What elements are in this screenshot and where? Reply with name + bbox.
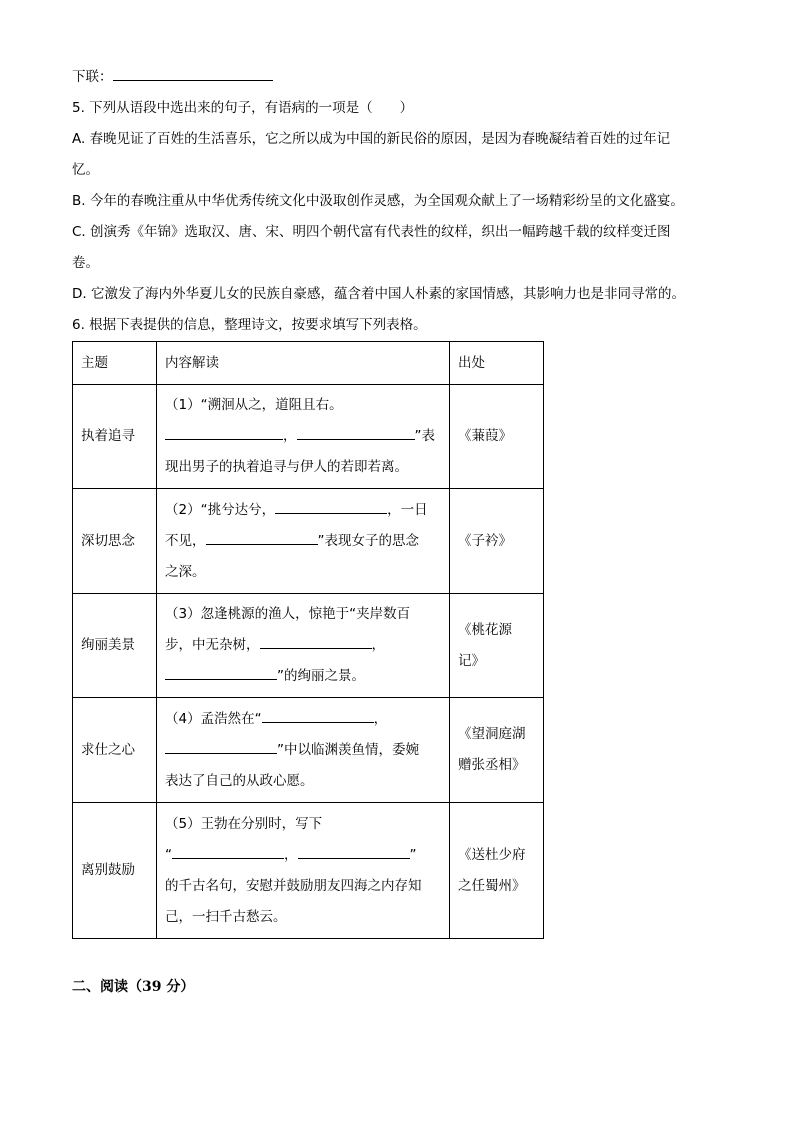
answer-blank[interactable] — [298, 844, 410, 859]
content-line: 己，一扫千古愁云。 — [165, 908, 287, 925]
content-line: （1）“溯洄从之，道阻且右。 — [165, 397, 343, 413]
answer-blank[interactable] — [165, 739, 277, 754]
row-content — [157, 698, 450, 803]
content-line: 的千古名句，安慰并鼓励朋友四海之内存知 — [165, 877, 422, 894]
table-header-row — [73, 342, 544, 385]
section-title: 二、阅读（39 分） — [72, 979, 195, 995]
question-5-option-b: B. 今年的春晚注重从中华优秀传统文化中汲取创作灵感，为全国观众献上了一场精彩纷呈的文化盛宴。 — [72, 193, 684, 209]
couplet-second-line-label: 下联： — [72, 69, 113, 85]
row-source: 《望洞庭湖 赠张丞相》 — [450, 698, 544, 803]
content-line: （4）孟浩然在“ ， — [165, 704, 441, 735]
table-row — [73, 489, 544, 594]
row-source: 《子衿》 — [450, 489, 544, 594]
content-line: 表达了自己的从政心愿。 — [165, 772, 314, 789]
content-line: （2）“挑兮达兮， ，一日 — [165, 495, 441, 526]
row-content — [157, 489, 450, 594]
content-line: ”的绚丽之景。 — [165, 661, 441, 692]
content-line: （3）忽逢桃源的渔人，惊艳于“夹岸数百 — [165, 606, 411, 622]
content-line: ， ”表 — [165, 421, 441, 452]
answer-blank[interactable] — [206, 530, 318, 545]
content-line: 之深。 — [165, 563, 206, 580]
content-line: 不见， ”表现女子的思念 — [165, 526, 441, 557]
poem-table — [72, 341, 544, 939]
answer-blank[interactable] — [165, 425, 283, 440]
table-row — [73, 594, 544, 698]
question-5-option-a-line2: 忆。 — [72, 162, 99, 178]
answer-blank[interactable] — [260, 634, 372, 649]
row-source: 《蒹葭》 — [450, 385, 544, 489]
answer-blank[interactable] — [113, 66, 273, 81]
table-row — [73, 803, 544, 939]
content-line: 现出男子的执着追寻与伊人的若即若离。 — [165, 459, 408, 475]
answer-blank[interactable] — [262, 708, 374, 723]
row-content — [157, 594, 450, 698]
row-theme: 求仕之心 — [73, 698, 157, 803]
answer-blank[interactable] — [275, 499, 387, 514]
content-line: （5）王勃在分别时，写下 — [165, 815, 323, 832]
row-source: 《送杜少府 之任蜀州》 — [450, 803, 544, 939]
header-source: 出处 — [450, 342, 544, 385]
table-row — [73, 698, 544, 803]
question-5-option-c-line2: 卷。 — [72, 255, 99, 271]
answer-blank[interactable] — [297, 425, 415, 440]
question-5-option-d: D. 它激发了海内外华夏儿女的民族自豪感，蕴含着中国人朴素的家国情感，其影响力也是非同寻常的。 — [72, 286, 685, 302]
row-content — [157, 803, 450, 939]
couplet-second-line — [72, 66, 273, 87]
question-6-stem: 6. 根据下表提供的信息，整理诗文，按要求填写下列表格。 — [72, 317, 427, 333]
content-line: ”中以临渊羡鱼情，委婉 — [165, 735, 441, 766]
content-line: 步，中无杂树， ， — [165, 630, 441, 661]
row-theme: 深切思念 — [73, 489, 157, 594]
row-theme: 执着追寻 — [73, 385, 157, 489]
row-content — [157, 385, 450, 489]
row-theme: 绚丽美景 — [73, 594, 157, 698]
header-theme: 主题 — [73, 342, 157, 385]
answer-blank[interactable] — [172, 844, 284, 859]
question-5-stem: 5. 下列从语段中选出来的句子，有语病的一项是（ ） — [72, 100, 414, 116]
header-content: 内容解读 — [157, 342, 450, 385]
row-source: 《桃花源 记》 — [450, 594, 544, 698]
question-5-option-a-line1: A. 春晚见证了百姓的生活喜乐，它之所以成为中国的新民俗的原因，是因为春晚凝结着百姓的过年记 — [72, 131, 671, 147]
question-5-option-c-line1: C. 创演秀《年锦》选取汉、唐、宋、明四个朝代富有代表性的纹样，织出一幅跨越千载的纹样变迁图 — [72, 224, 671, 240]
answer-blank[interactable] — [165, 665, 277, 680]
table-row — [73, 385, 544, 489]
row-theme: 离别鼓励 — [73, 803, 157, 939]
content-line: “ ， ” — [165, 840, 441, 871]
